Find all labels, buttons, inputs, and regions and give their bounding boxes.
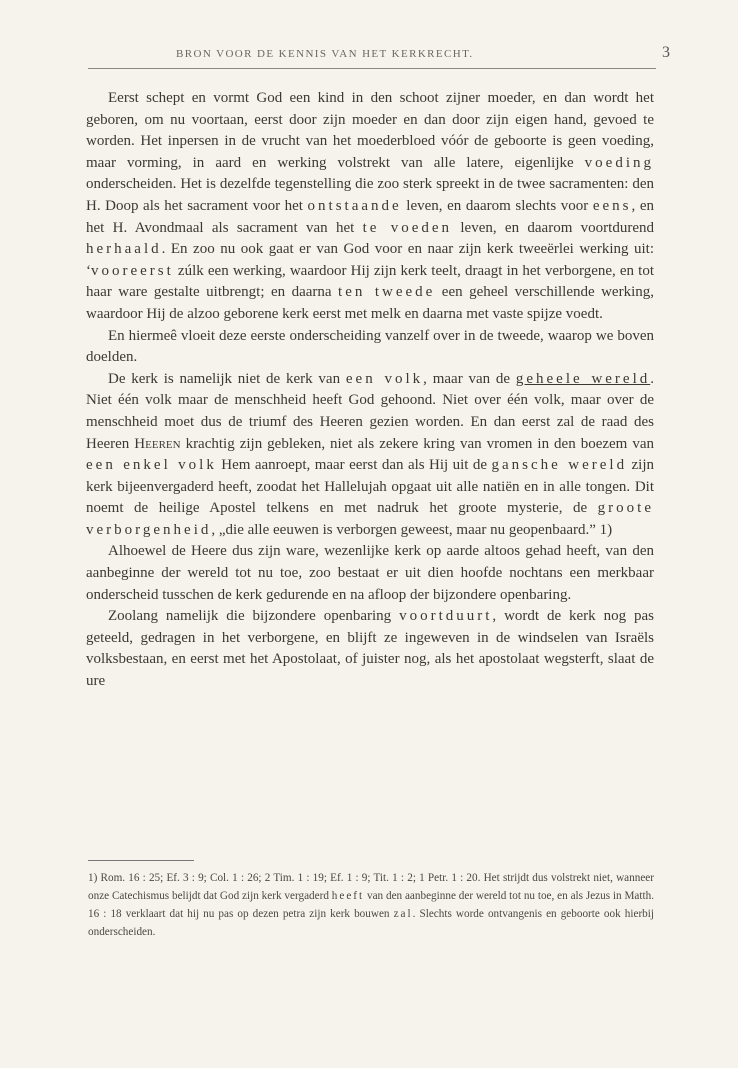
spaced-emphasis: ten tweede [338,284,436,301]
spaced-emphasis: heeft [331,890,365,902]
spaced-emphasis: herhaald [86,241,162,258]
text-run: , en het H. Avondmaal als sacrament van het [86,197,654,236]
spaced-emphasis-underlined: geheele wereld [515,370,651,387]
text-run: . Niet één volk maar de menschheid heeft God gehoond. Niet over één volk, maar over de menschheid moet dus de triumf des Heeren gezien worden. En dan eerst zal de raad des Heeren [86,370,655,452]
text-run: een geheel verschillende werking, waardoor Hij de alzoo geborene kerk eerst met melk en daarna met vaste spijze voedt. [86,284,655,322]
running-title: BRON VOOR DE KENNIS VAN HET KERKRECHT. [176,48,474,60]
text-run: onderscheiden. Het is dezelfde tegenstelling die zoo sterk spreekt in de twee sacramenten: den H. Doop als het sacrament voor het [86,176,654,214]
spaced-emphasis: eens [592,197,632,214]
text-run: , maar van de [423,370,516,387]
text-run: leven, en daarom slechts voor [401,197,593,214]
text-run: krachtig zijn gebleken, niet als zekere kring van vromen in den boezem van [180,435,654,452]
text-run: zúlk een werking, waardoor Hij zijn kerk teelt, draagt in het verborgene, en tot haar ware gestalte uitbrengt; en daarna [86,262,654,301]
text-run: 1) Rom. 16 : 25; Ef. 3 : 9; Col. 1 : 26; 2 Tim. 1 : 19; Ef. 1 : 9; Tit. 1 : 2; 1 Petr. 1 : 20. Het strijdt dus volstrekt niet, wanneer onze Catechismus belijdt dat God zijn kerk vergaderd [88,872,654,902]
spaced-emphasis: vooreerst [91,262,174,279]
spaced-emphasis: te voeden [362,219,453,236]
text-run: , „die alle eeuwen is verborgen geweest, maar nu geopenbaard.” 1) [211,521,613,538]
text-run: En hiermeê vloeit deze eerste onderscheiding vanzelf over in de tweede, waarop we boven doelden. [86,327,654,366]
spaced-emphasis: voortduurt [399,608,493,625]
spaced-emphasis: zal [393,908,413,920]
spaced-emphasis: een enkel volk [86,457,217,474]
text-run: zijn kerk bijeenvergaderd heeft, zoodat het Hallelujah opgaat uit alle natiën en in alle tongen. Dit noemt de heilige Apostel telkens en met nadruk het groote mysterie, de [86,457,655,517]
text-run: . En zoo nu ook gaat er van God voor en naar zijn kerk tweeërlei werking uit: ‘ [86,241,654,279]
paragraph-3 [86,369,654,542]
text-run: , wordt de kerk nog pas geteeld, gedragen in het verborgene, en blijft ze ingeweven in de windselen van Israëls volksbestaan, en eerst met het Apostolaat, of juister nog, als het apostolaat wegsterft, slaat de ure [86,608,654,690]
paragraph-5 [86,606,654,692]
spaced-emphasis: een volk [345,370,424,387]
spaced-emphasis: voeding [584,154,654,171]
paragraph-2 [86,326,654,369]
text-run: De kerk is namelijk niet de kerk van [108,370,346,387]
page-number: 3 [662,44,670,61]
paragraph-4 [86,541,654,606]
text-run: Alhoewel de Heere dus zijn ware, wezenlijke kerk op aarde altoos gehad heeft, van den aanbeginne der wereld tot nu toe, zoo bestaat er uit dien hoofde nochtans een merkbaar onderscheid tusschen de kerk gedurende en na afloop der bijzondere openbaring. [86,543,654,603]
small-caps-text: Heeren [134,435,181,452]
text-run: leven, en daarom voortdurend [452,219,655,236]
body-text [86,88,654,693]
text-run: Hem aanroept, maar eerst dan als Hij uit de [216,457,492,474]
footnote [88,869,654,941]
header-rule [88,68,656,69]
text-run: Eerst schept en vormt God een kind in den schoot zijner moeder, en dan wordt het geboren, om nu voortaan, eerst door zijn moeder en dan door zijn eigen hand, gevoed te worden. Het inpersen in de vrucht van het moederbloed vóór de geboorte is geen voeding, maar vorming, in aard en werking volstrekt van alle latere, eigenlijke [86,90,654,171]
spaced-emphasis: ontstaande [307,197,402,214]
text-run: . Slechts worde ontvangenis en geboorte ook hierbij onderscheiden. [88,908,654,938]
spaced-emphasis: groote verborgenheid [86,500,654,538]
footnote-rule [88,860,194,861]
spaced-emphasis: gansche wereld [491,457,628,474]
text-run: van den aanbeginne der wereld tot nu toe, en als Jezus in Matth. 16 : 18 verklaart dat hij nu pas op dezen petra zijn kerk bouwen [88,890,654,920]
text-run: Zoolang namelijk die bijzondere openbaring [108,608,400,625]
paragraph-1 [86,88,654,326]
